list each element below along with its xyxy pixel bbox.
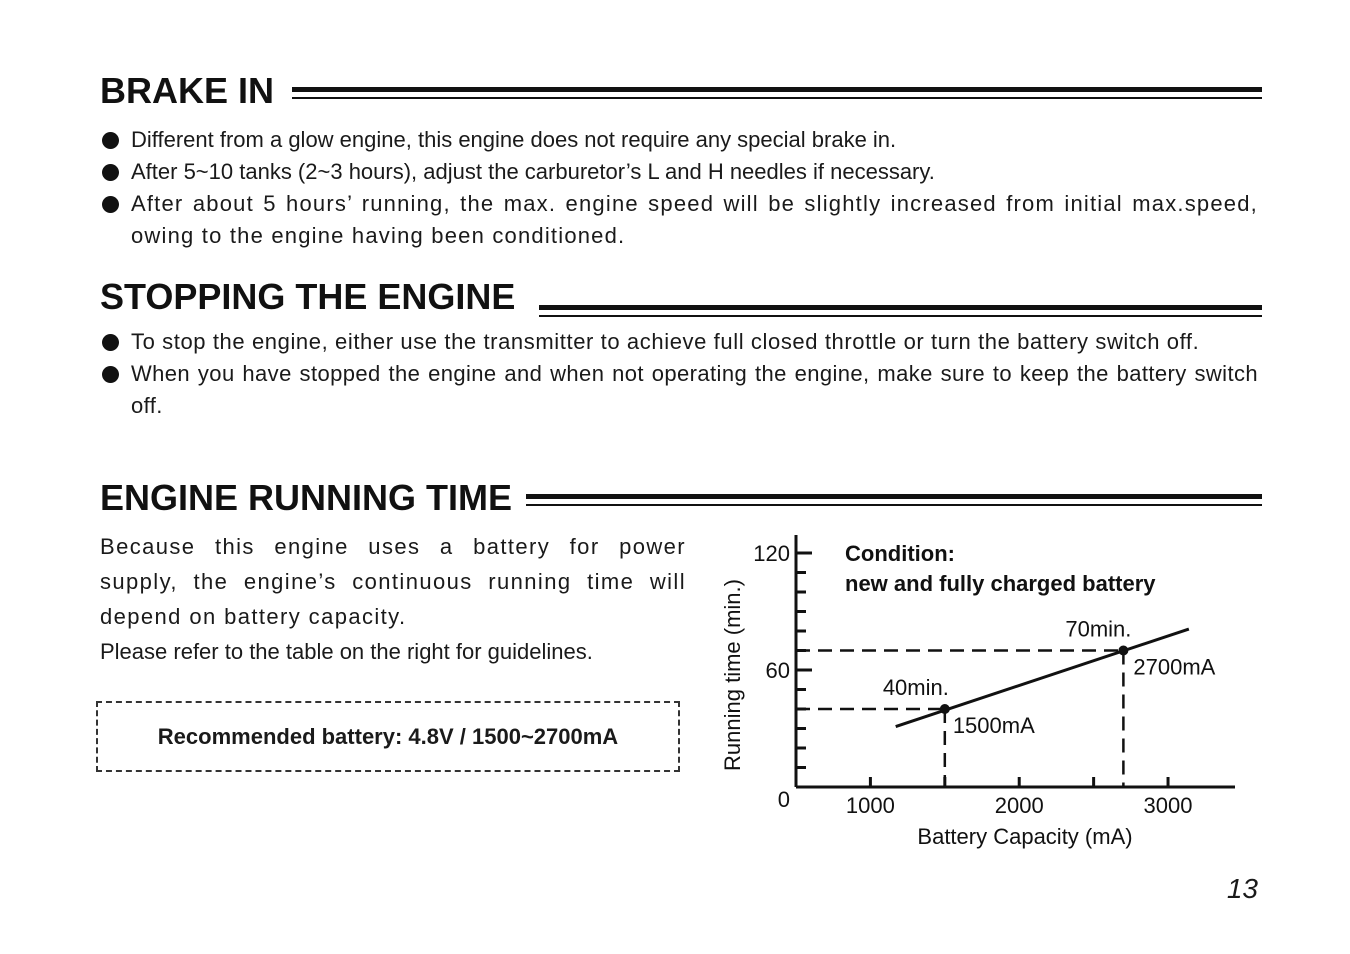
- running-time-description: [100, 529, 686, 669]
- x-tick-label: 2000: [994, 793, 1044, 818]
- data-label-time: 40min.: [882, 675, 949, 700]
- heading-rule: [526, 494, 1262, 506]
- list-item-text: After about 5 hours’ running, the max. engine speed will be slightly increased from initial max.speed, owing to the engine having been conditioned.: [131, 191, 1258, 248]
- running-time-chart: [710, 525, 1270, 865]
- data-point: [1118, 646, 1128, 656]
- bullet-dot-icon: [102, 366, 119, 383]
- page-number: 13: [1226, 873, 1258, 904]
- description-paragraph: Please refer to the table on the right for guidelines.: [100, 639, 593, 664]
- brake-in-list: [100, 124, 1258, 252]
- y-axis-label: Running time (min.): [720, 579, 745, 771]
- list-item-text: To stop the engine, either use the transmitter to achieve full closed throttle or turn the battery switch off.: [131, 329, 1200, 354]
- recommended-battery-text: Recommended battery: 4.8V / 1500~2700mA: [157, 723, 619, 749]
- chart-condition-title: Condition:: [845, 541, 955, 566]
- heading-rule: [292, 87, 1262, 99]
- description-paragraph: Because this engine uses a battery for power supply, the engine’s continuous running time will depend on battery capacity.: [100, 534, 686, 629]
- list-item: [100, 124, 1258, 156]
- data-label-time: 70min.: [1065, 616, 1132, 642]
- heading-rule: [539, 305, 1262, 317]
- section-heading-running-time: [100, 477, 1262, 519]
- bullet-dot-icon: [102, 132, 119, 149]
- bullet-dot-icon: [102, 196, 119, 213]
- data-label-capacity: 1500mA: [952, 713, 1035, 738]
- section-title: STOPPING THE ENGINE: [100, 276, 516, 317]
- y-tick-label: 0: [777, 787, 790, 812]
- section-heading-stopping: [100, 276, 1262, 318]
- section-title: ENGINE RUNNING TIME: [100, 477, 513, 518]
- list-item-text: After 5~10 tanks (2~3 hours), adjust the carburetor’s L and H needles if necessary.: [131, 159, 935, 184]
- list-item: [100, 188, 1258, 252]
- chart-condition-subtitle: new and fully charged battery: [845, 571, 1156, 596]
- section-heading-brake-in: [100, 70, 1262, 112]
- y-tick-label: 60: [765, 658, 790, 683]
- bullet-dot-icon: [102, 164, 119, 181]
- list-item-text: Different from a glow engine, this engine does not require any special brake in.: [131, 127, 897, 152]
- data-label-capacity: 2700mA: [1133, 654, 1216, 680]
- list-item: [100, 326, 1258, 358]
- section-title: BRAKE IN: [100, 70, 275, 111]
- bullet-dot-icon: [102, 334, 119, 351]
- stopping-list: [100, 326, 1258, 422]
- data-point: [940, 704, 950, 714]
- x-axis-label: Battery Capacity (mA): [917, 824, 1133, 849]
- x-tick-label: 1000: [845, 793, 895, 818]
- x-tick-label: 3000: [1143, 793, 1193, 818]
- list-item: [100, 156, 1258, 188]
- recommended-battery-box: [96, 701, 680, 772]
- list-item: [100, 358, 1258, 422]
- y-tick-label: 120: [753, 541, 790, 566]
- list-item-text: When you have stopped the engine and when not operating the engine, make sure to keep the battery switch off.: [131, 361, 1258, 418]
